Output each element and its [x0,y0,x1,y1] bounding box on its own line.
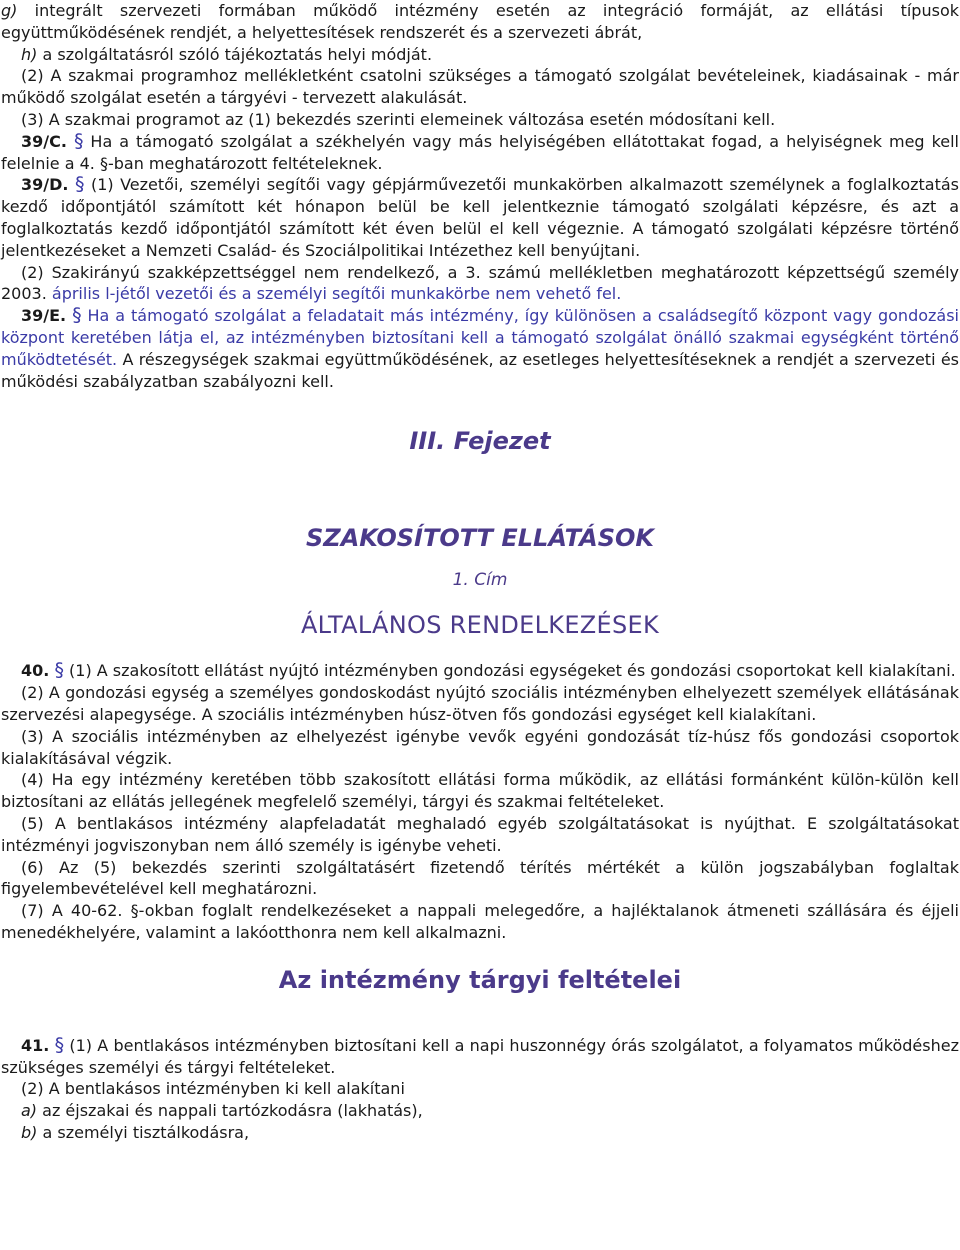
section-sign-icon: § [72,304,82,327]
section-number-40: 40. [21,661,50,681]
material-conditions-heading: Az intézmény tárgyi feltételei [278,965,682,994]
section-40-p7: (7) A 40-62. §-okban foglalt rendelkezéseket a nappali melegedőre, a hajléktalanok átmeneti szállására és éjjeli menedékhelyére, valamint a lakóotthonra nem kell alkalmazni. [1,901,959,942]
title-heading: SZAKOSÍTOTT ELLÁTÁSOK [306,524,654,553]
item-text-a: az éjszakai és nappali tartózkodásra (lakhatás), [37,1101,423,1121]
section-sign-icon: § [54,659,64,682]
subtitle-cim: 1. Cím [452,570,508,591]
section-39e [1,305,959,392]
section-number-41: 41. [21,1035,50,1055]
section-40-p4: (4) Ha egy intézmény keretében több szakosított ellátási forma működik, az ellátási formánként külön-külön kell biztosítani az ellátás jellegének megfelelő személyi, tárgyi és szakmai feltételeket. [1,770,959,812]
paragraph-3: (3) A szakmai programot az (1) bekezdés szerinti elemeinek változása esetén módosítani kell. [21,109,776,129]
section-40 [1,660,959,682]
section-39e-text: A részegységek szakmai együttműködésének, az esetleges helyettesítéseknek a rendjét a szervezeti és működési szabályzatban szabályozni kell. [1,349,959,391]
section-39d-p2-link[interactable]: április l-jétől vezetői és a személyi segítői munkakörbe nem vehető fel. [51,284,622,304]
paragraph-h-item [1,44,959,66]
section-40-p3: (3) A szociális intézményben az elhelyezést igénybe vevők egyéni gondozását tíz-húsz fős gondozási csoportok kialakításával végzik. [1,726,959,768]
section-number-39d: 39/D. [21,175,69,195]
section-sign-icon: § [73,129,84,152]
section-40-p6: (6) Az (5) bekezdés szerinti szolgáltatásért fizetendő térítés mértékét a külön jogszabályban foglaltak figyelembevételével kell meghatározni. [1,857,959,899]
item-text-g: integrált szervezeti formában működő intézmény esetén az integráció formáját, az ellátási típusok együttműködésének rendjét, a helyettesítések rendszerét és a szervezeti ábrát, [1,1,959,42]
item-label-a: a) [21,1101,38,1121]
section-40-p1: (1) A szakosított ellátást nyújtó intézményben gondozási egységeket és gondozási csoportokat kell kialakítani. [63,661,956,681]
section-39d-paragraph-2 [1,262,959,306]
section-39c [1,131,959,175]
section-39d-p2-text: (2) Szakirányú szakképzettséggel nem rendelkező, a 3. számú mellékletben meghatározott képzettségű személy 2003. [1,262,959,304]
item-text-b: a személyi tisztálkodásra, [37,1122,250,1142]
item-text-h: a szolgáltatásról szóló tájékoztatás helyi módját. [37,44,433,64]
section-41-p1: (1) A bentlakásos intézményben biztosítani kell a napi huszonnégy órás szolgálatot, a folyamatos működéshez szükséges személyi és tárgyi feltételeket. [1,1035,959,1077]
section-number-39c: 39/C. [21,131,67,151]
section-41 [1,1035,959,1079]
section-text-39d: (1) Vezetői, személyi segítői vagy gépjárművezetői munkakörben alkalmazott személynek a foglalkoztatás kezdő időpontjától számított két hónapon belül be kell jelentkeznie támogató szolgálati képzésre, és azt a foglalkoztatás kezdő időpontjától számított két éven belül el kell végeznie. A támogató szolgálati képzésre történő jelentkezéseket a Nemzeti Család- és Szociálpolitikai Intézethez kell benyújtani. [1,175,959,260]
section-sign-icon: § [54,1033,65,1056]
section-40-p5: (5) A bentlakásos intézmény alapfeladatát meghaladó egyéb szolgáltatásokat is nyújthat. E szolgáltatásokat intézményi jogviszonyban nem álló személy is igénybe veheti. [1,813,959,855]
chapter-heading: III. Fejezet [409,427,551,456]
section-41-item-a [1,1100,959,1122]
item-label-g: g) [1,1,18,20]
section-39e-link[interactable]: Ha a támogató szolgálat a feladatait más intézmény, így különösen a családsegítő központ vagy gondozási központ keretében látja el, az intézményben biztosítani kell a támogató szolgálat önálló szakmai egységként történő működtetését. [1,306,959,369]
item-label-h: h) [21,44,38,64]
section-41-item-b [1,1122,959,1144]
item-label-b: b) [21,1122,38,1142]
general-provisions-heading: ÁLTALÁNOS RENDELKEZÉSEK [300,611,660,640]
paragraph-g-item [1,0,959,44]
section-39d [1,174,959,261]
section-sign-icon: § [74,173,85,196]
paragraph-2: (2) A szakmai programhoz mellékletként csatolni szükséges a támogató szolgálat bevételeinek, kiadásainak - már működő szolgálat esetén a tárgyévi - tervezett alakulását. [1,66,959,108]
section-40-p2: (2) A gondozási egység a személyes gondoskodást nyújtó szociális intézményben elhelyezett személyek ellátásának szervezési alapegysége. A szociális intézményben húsz-ötven fős gondozási egységet kell kialakítani. [1,683,959,724]
section-text-39c: Ha a támogató szolgálat a székhelyén vagy más helyiségében ellátottakat fogad, a helyiségnek meg kell felelnie a 4. §-ban meghatározott feltételeknek. [1,131,959,173]
section-number-39e: 39/E. [21,306,67,326]
section-41-p2: (2) A bentlakásos intézményben ki kell alakítani [21,1079,405,1099]
